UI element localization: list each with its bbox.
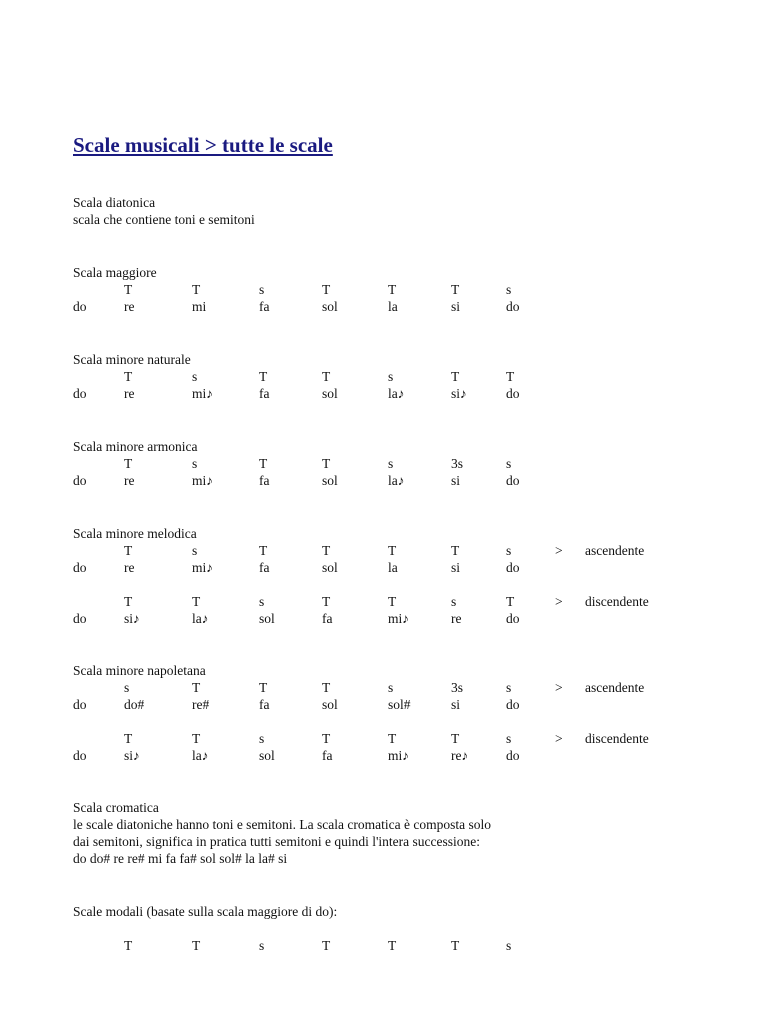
note: la♪ [192,611,209,626]
interval: T [124,594,133,609]
direction-arrow: > [555,543,563,558]
note: la♪ [192,748,209,763]
direction-arrow: > [555,594,563,609]
cromatica-text-line: dai semitoni, significa in pratica tutti semitoni e quindi l'intera successione: [73,834,480,849]
minore-napoletana-asc-intervals-row [0,679,768,696]
note: sol [259,611,275,626]
direction-arrow: > [555,680,563,695]
note: la [388,560,398,575]
interval: T [451,543,460,558]
interval: T [322,282,331,297]
interval: T [322,594,331,609]
note: mi♪ [192,560,214,575]
minore-naturale-heading: Scala minore naturale [73,352,191,367]
direction-label: ascendente [585,680,645,695]
note: do [506,473,520,488]
interval: T [124,731,133,746]
note: do [506,748,520,763]
direction-label: ascendente [585,543,645,558]
note: do [73,560,87,575]
note: do [506,697,520,712]
interval: T [451,731,460,746]
note: do [73,473,87,488]
interval: T [451,938,460,953]
note: sol [322,473,338,488]
minore-napoletana-desc-intervals-row [0,730,768,747]
minore-melodica-desc-intervals-row [0,593,768,610]
note: do# [124,697,145,712]
interval: 3s [451,456,464,471]
cromatica-heading: Scala cromatica [73,800,159,815]
note: do [73,386,87,401]
note: si [451,697,461,712]
note: re [124,386,135,401]
cromatica-text-line: do do# re re# mi fa fa# sol sol# la la# si [73,851,288,866]
note: do [73,299,87,314]
interval: T [322,543,331,558]
minore-melodica-desc-notes-row [0,610,768,627]
interval: s [259,731,265,746]
interval: T [124,369,133,384]
interval: s [506,680,512,695]
note: sol [322,560,338,575]
interval: s [192,369,198,384]
interval: s [451,594,457,609]
note: fa [259,386,270,401]
interval: T [451,282,460,297]
note: sol [322,386,338,401]
note: si♪ [124,611,140,626]
cromatica-text-line: le scale diatoniche hanno toni e semitoni. La scala cromatica è composta solo [73,817,491,832]
interval: T [192,594,201,609]
interval: T [192,938,201,953]
interval: T [388,543,397,558]
note: re# [192,697,210,712]
minore-napoletana-desc-notes-row [0,747,768,764]
interval: T [192,731,201,746]
interval: s [506,938,512,953]
interval: T [388,282,397,297]
interval: T [259,680,268,695]
note: mi [192,299,207,314]
interval: T [322,938,331,953]
minore-naturale-notes-row [0,385,768,402]
note: fa [322,748,333,763]
interval: s [192,456,198,471]
interval: T [322,456,331,471]
minore-melodica-asc-intervals-row [0,542,768,559]
interval: s [506,456,512,471]
note: si♪ [124,748,140,763]
interval: s [124,680,130,695]
note: mi♪ [388,748,410,763]
diatonica-heading: Scala diatonica [73,195,156,210]
note: do [506,299,520,314]
note: do [506,611,520,626]
interval: s [388,680,394,695]
interval: s [388,369,394,384]
note: re [124,473,135,488]
interval: T [388,594,397,609]
modali-intervals-row [0,937,768,954]
interval: T [506,369,515,384]
minore-melodica-heading: Scala minore melodica [73,526,197,541]
note: sol [322,697,338,712]
minore-armonica-notes-row [0,472,768,489]
note: re [124,560,135,575]
note: si [451,560,461,575]
page-title[interactable]: Scale musicali > tutte le scale [73,133,333,157]
minore-melodica-asc-notes-row [0,559,768,576]
interval: T [322,680,331,695]
note: mi♪ [192,386,214,401]
note: sol# [388,697,411,712]
interval: T [322,731,331,746]
interval: s [259,282,265,297]
minore-napoletana-asc-notes-row [0,696,768,713]
interval: 3s [451,680,464,695]
interval: T [192,680,201,695]
note: fa [259,697,270,712]
note: la♪ [388,386,405,401]
note: mi♪ [192,473,214,488]
note: sol [259,748,275,763]
interval: s [259,594,265,609]
note: si [451,299,461,314]
diatonica-description: scala che contiene toni e semitoni [73,212,255,227]
note: re [451,611,462,626]
note: si♪ [451,386,467,401]
note: fa [259,560,270,575]
direction-label: discendente [585,594,649,609]
note: do [506,386,520,401]
maggiore-notes-row [0,298,768,315]
note: sol [322,299,338,314]
note: re [124,299,135,314]
note: mi♪ [388,611,410,626]
interval: s [259,938,265,953]
modali-heading: Scale modali (basate sulla scala maggiore di do): [73,904,338,919]
interval: s [506,543,512,558]
interval: T [388,731,397,746]
maggiore-intervals-row [0,281,768,298]
interval: T [259,369,268,384]
interval: s [192,543,198,558]
interval: T [322,369,331,384]
interval: s [388,456,394,471]
interval: s [506,731,512,746]
interval: T [451,369,460,384]
note: la♪ [388,473,405,488]
interval: T [388,938,397,953]
note: do [506,560,520,575]
note: do [73,611,87,626]
minore-naturale-intervals-row [0,368,768,385]
interval: T [124,456,133,471]
note: do [73,697,87,712]
interval: T [259,543,268,558]
interval: T [124,938,133,953]
note: re♪ [451,748,469,763]
interval: T [259,456,268,471]
note: fa [259,299,270,314]
direction-arrow: > [555,731,563,746]
interval: T [124,543,133,558]
note: si [451,473,461,488]
note: la [388,299,398,314]
interval: T [124,282,133,297]
minore-napoletana-heading: Scala minore napoletana [73,663,206,678]
note: fa [259,473,270,488]
interval: T [192,282,201,297]
minore-armonica-heading: Scala minore armonica [73,439,198,454]
note: do [73,748,87,763]
interval: T [506,594,515,609]
maggiore-heading: Scala maggiore [73,265,157,280]
note: fa [322,611,333,626]
minore-armonica-intervals-row [0,455,768,472]
direction-label: discendente [585,731,649,746]
interval: s [506,282,512,297]
